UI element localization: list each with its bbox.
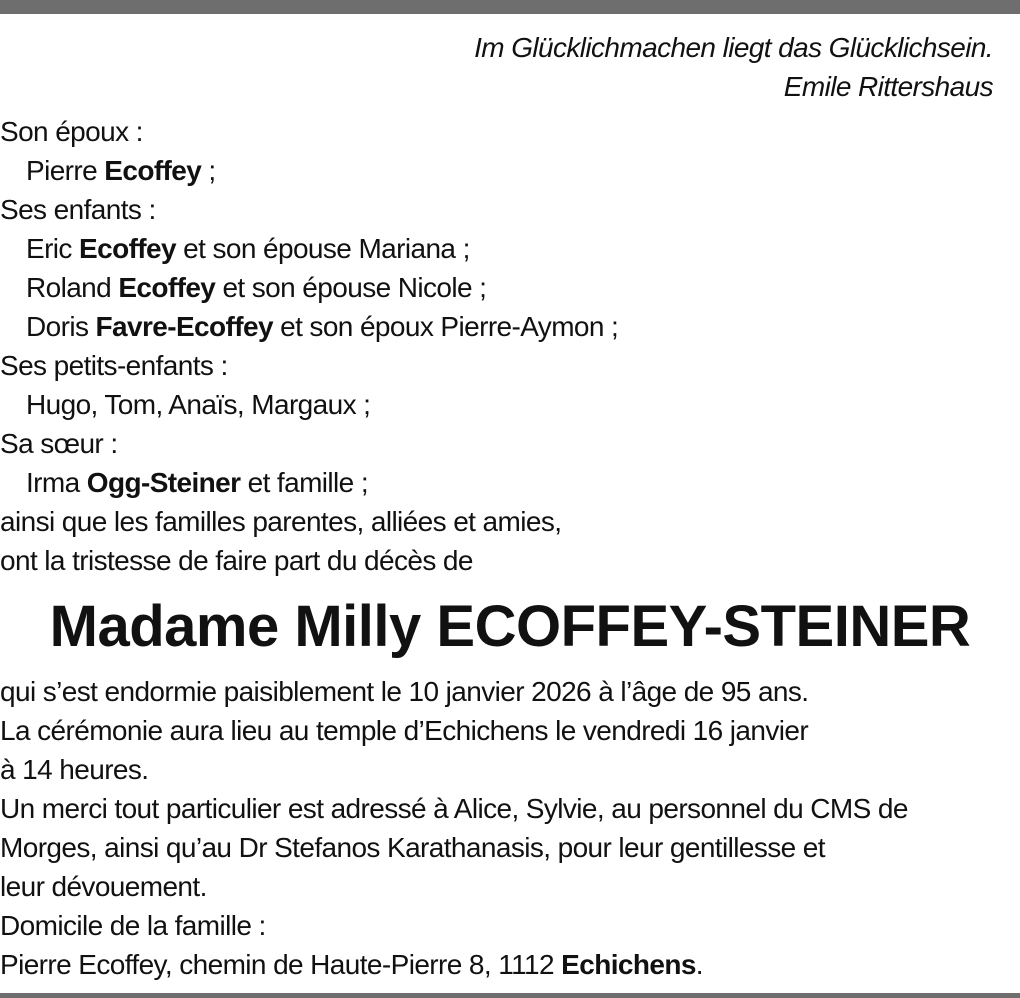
child-last-name: Ecoffey xyxy=(118,272,216,303)
spouse-last-name: Ecoffey xyxy=(104,155,202,186)
address-text: Pierre Ecoffey, chemin de Haute-Pierre 8, 1112 xyxy=(0,949,562,980)
epigraph-text: Im Glücklichmachen liegt das Glücklichsein. xyxy=(474,32,993,63)
child-entry xyxy=(0,307,618,346)
grandchildren-entry: Hugo, Tom, Anaïs, Margaux ; xyxy=(26,389,371,420)
sister-suffix: et famille ; xyxy=(240,467,369,498)
sister-first-name: Irma xyxy=(26,467,87,498)
child-first-name: Doris xyxy=(26,311,96,342)
spouse-heading: Son époux : xyxy=(0,116,143,147)
top-rule xyxy=(0,0,1020,14)
spouse-suffix: ; xyxy=(201,155,216,186)
child-last-name: Favre-Ecoffey xyxy=(95,311,273,342)
child-first-name: Eric xyxy=(26,233,80,264)
family-list xyxy=(0,112,618,580)
spouse-entry xyxy=(0,151,618,190)
details-line: Morges, ainsi qu’au Dr Stefanos Karathanasis, pour leur gentillesse et xyxy=(0,832,825,863)
child-suffix: et son époux Pierre-Aymon ; xyxy=(272,311,619,342)
child-entry xyxy=(0,268,618,307)
details-line: leur dévouement. xyxy=(0,871,207,902)
domicile-heading: Domicile de la famille : xyxy=(0,910,266,941)
epigraph xyxy=(474,28,993,106)
details-block xyxy=(0,672,1020,984)
address-end: . xyxy=(695,949,703,980)
spouse-first-name: Pierre xyxy=(26,155,105,186)
child-entry xyxy=(0,229,618,268)
family-address xyxy=(0,945,1020,984)
bottom-rule xyxy=(0,993,1020,998)
children-heading: Ses enfants : xyxy=(0,194,156,225)
epigraph-author: Emile Rittershaus xyxy=(783,71,993,102)
details-line: Un merci tout particulier est adressé à Alice, Sylvie, au personnel du CMS de xyxy=(0,793,908,824)
child-suffix: et son épouse Nicole ; xyxy=(215,272,487,303)
sister-heading: Sa sœur : xyxy=(0,428,118,459)
child-suffix: et son épouse Mariana ; xyxy=(175,233,470,264)
child-first-name: Roland xyxy=(26,272,119,303)
relatives-line: ainsi que les familles parentes, alliées et amies, xyxy=(0,506,562,537)
address-town: Echichens xyxy=(561,949,696,980)
details-line: qui s’est endormie paisiblement le 10 janvier 2026 à l’âge de 95 ans. xyxy=(0,676,809,707)
sister-last-name: Ogg-Steiner xyxy=(86,467,241,498)
deceased-name: Madame Milly ECOFFEY-STEINER xyxy=(49,594,971,659)
grandchildren-heading: Ses petits-enfants : xyxy=(0,350,228,381)
sister-entry xyxy=(0,463,618,502)
child-last-name: Ecoffey xyxy=(79,233,176,264)
details-line: La cérémonie aura lieu au temple d’Echichens le vendredi 16 janvier xyxy=(0,715,809,746)
announcement-line: ont la tristesse de faire part du décès de xyxy=(0,545,473,576)
details-line: à 14 heures. xyxy=(0,754,149,785)
